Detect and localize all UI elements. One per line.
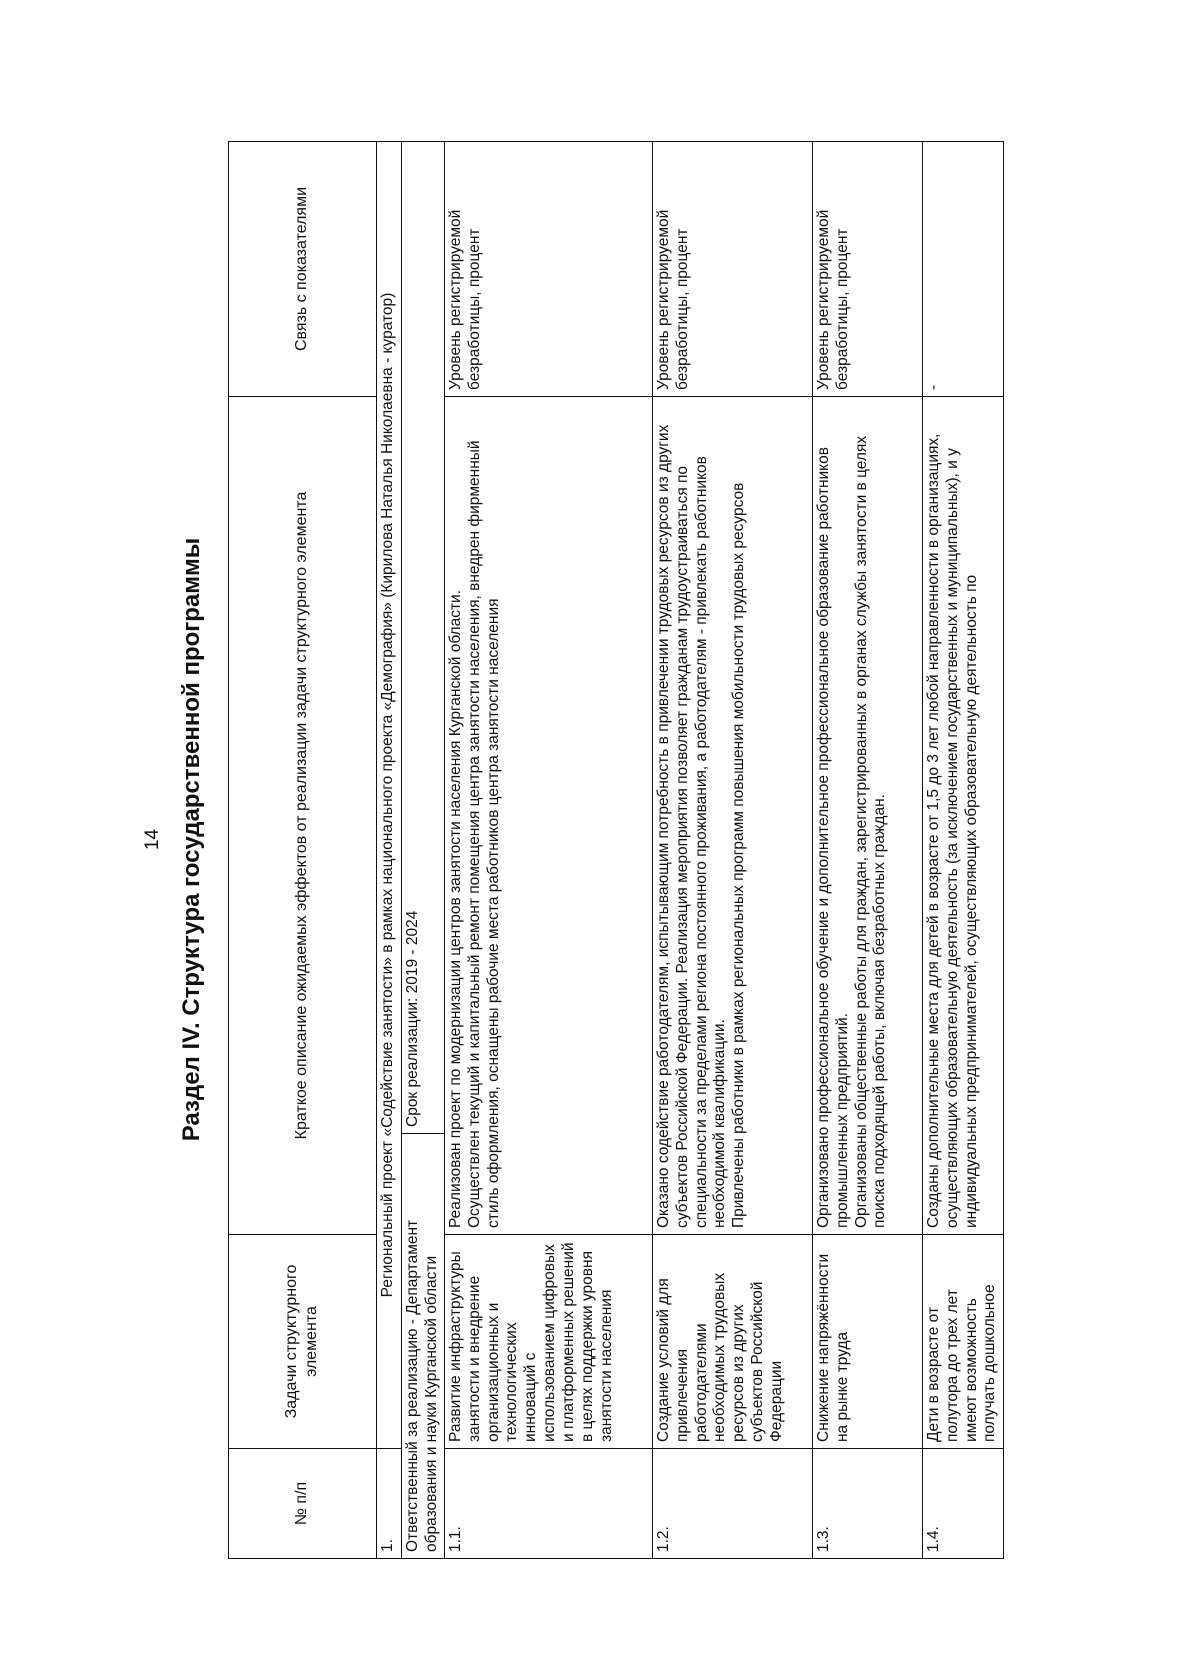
table-row [444,142,652,1559]
row-task: Снижение напряжённости на рынке труда [812,1235,922,1449]
row-description [652,397,812,1235]
table-header-row [229,142,377,1559]
description-paragraph: Осуществлен текущий и капитальный ремонт помещения центра занятости населения, внедрен фирменный стиль оформления, оснащены рабочие места работников центра занятости населения [465,440,502,1228]
responsible-text: Ответственный за реализацию - Департамент образования и науки Курганской области [402,1133,444,1558]
description-paragraph: Организовано профессиональное обучение и дополнительное профессиональное образование работников промышленных предприятий. [814,447,851,1228]
responsible-row [401,142,444,1559]
description-paragraph: Организованы общественные работы для граждан, зарегистрированных в органах службы занятости в целях поиска подходящей работы, включая безработных граждан. [852,435,889,1228]
project-row [377,142,402,1559]
header-task: Задачи структурного элемента [229,1235,377,1449]
section-title: Раздел IV. Структура государственной программы [178,537,205,1142]
table-row [922,142,1004,1559]
row-num: 1.4. [922,1449,1004,1559]
row-description [922,397,1004,1235]
row-task: Дети в возрасте от полутора до трех лет имеют возможность получать дошкольное [922,1235,1004,1449]
implementation-period: Срок реализации: 2019 - 2024 [403,910,421,1127]
header-num: № п/п [229,1449,377,1559]
row-link: Уровень регистрируемой безработицы, процент [652,142,812,397]
row-task: Развитие инфраструктуры занятости и внедрение организационных и технологических инноваций с использованием цифровых и платформенных решений в целях поддержки уровня занятости населения [444,1235,652,1449]
project-title: Региональный проект «Содействие занятости» в рамках национального проекта «Демография» (Кирилова Наталья Николаевна - куратор) [377,142,402,1449]
description-paragraph: Реализован проект по модернизации центров занятости населения Курганской области. [446,589,464,1228]
row-num: 1.1. [444,1449,652,1559]
row-link: Уровень регистрируемой безработицы, процент [444,142,652,397]
table-row [652,142,812,1559]
page-number: 14 [142,828,163,851]
description-paragraph: Оказано содействие работодателям, испытывающим потребность в привлечении трудовых ресурсов из других субъектов Российской Федерации. Реализация мероприятия позволяет гражданам трудоустраиваться по специальности за пределами региона постоянного проживания, а работодателям - привлекать работников необходимой квалификации. [654,424,729,1228]
project-num: 1. [377,1449,402,1559]
row-description [444,397,652,1235]
description-paragraph: Привлечены работники в рамках региональных программ повышения мобильности трудовых ресурсов [730,482,748,1228]
table-row [812,142,922,1559]
row-link: - [922,142,1004,397]
header-link: Связь с показателями [229,142,377,397]
row-task: Создание условий для привлечения работодателями необходимых трудовых ресурсов из других субъектов Российской Федерации [652,1235,812,1449]
program-structure-table [228,141,1004,1559]
row-link: Уровень регистрируемой безработицы, процент [812,142,922,397]
row-num: 1.3. [812,1449,922,1559]
row-num: 1.2. [652,1449,812,1559]
description-paragraph: Созданы дополнительные места для детей в возрасте от 1,5 до 3 лет любой направленности в организациях, осуществляющих образовательную деятельность (за исключением государственных и муниципальных), и у индивидуальных предпринимателей, осуществляющих образовательную деятельность по [924,433,980,1228]
header-description: Краткое описание ожидаемых эффектов от реализации задачи структурного элемента [229,397,377,1235]
row-description [812,397,922,1235]
